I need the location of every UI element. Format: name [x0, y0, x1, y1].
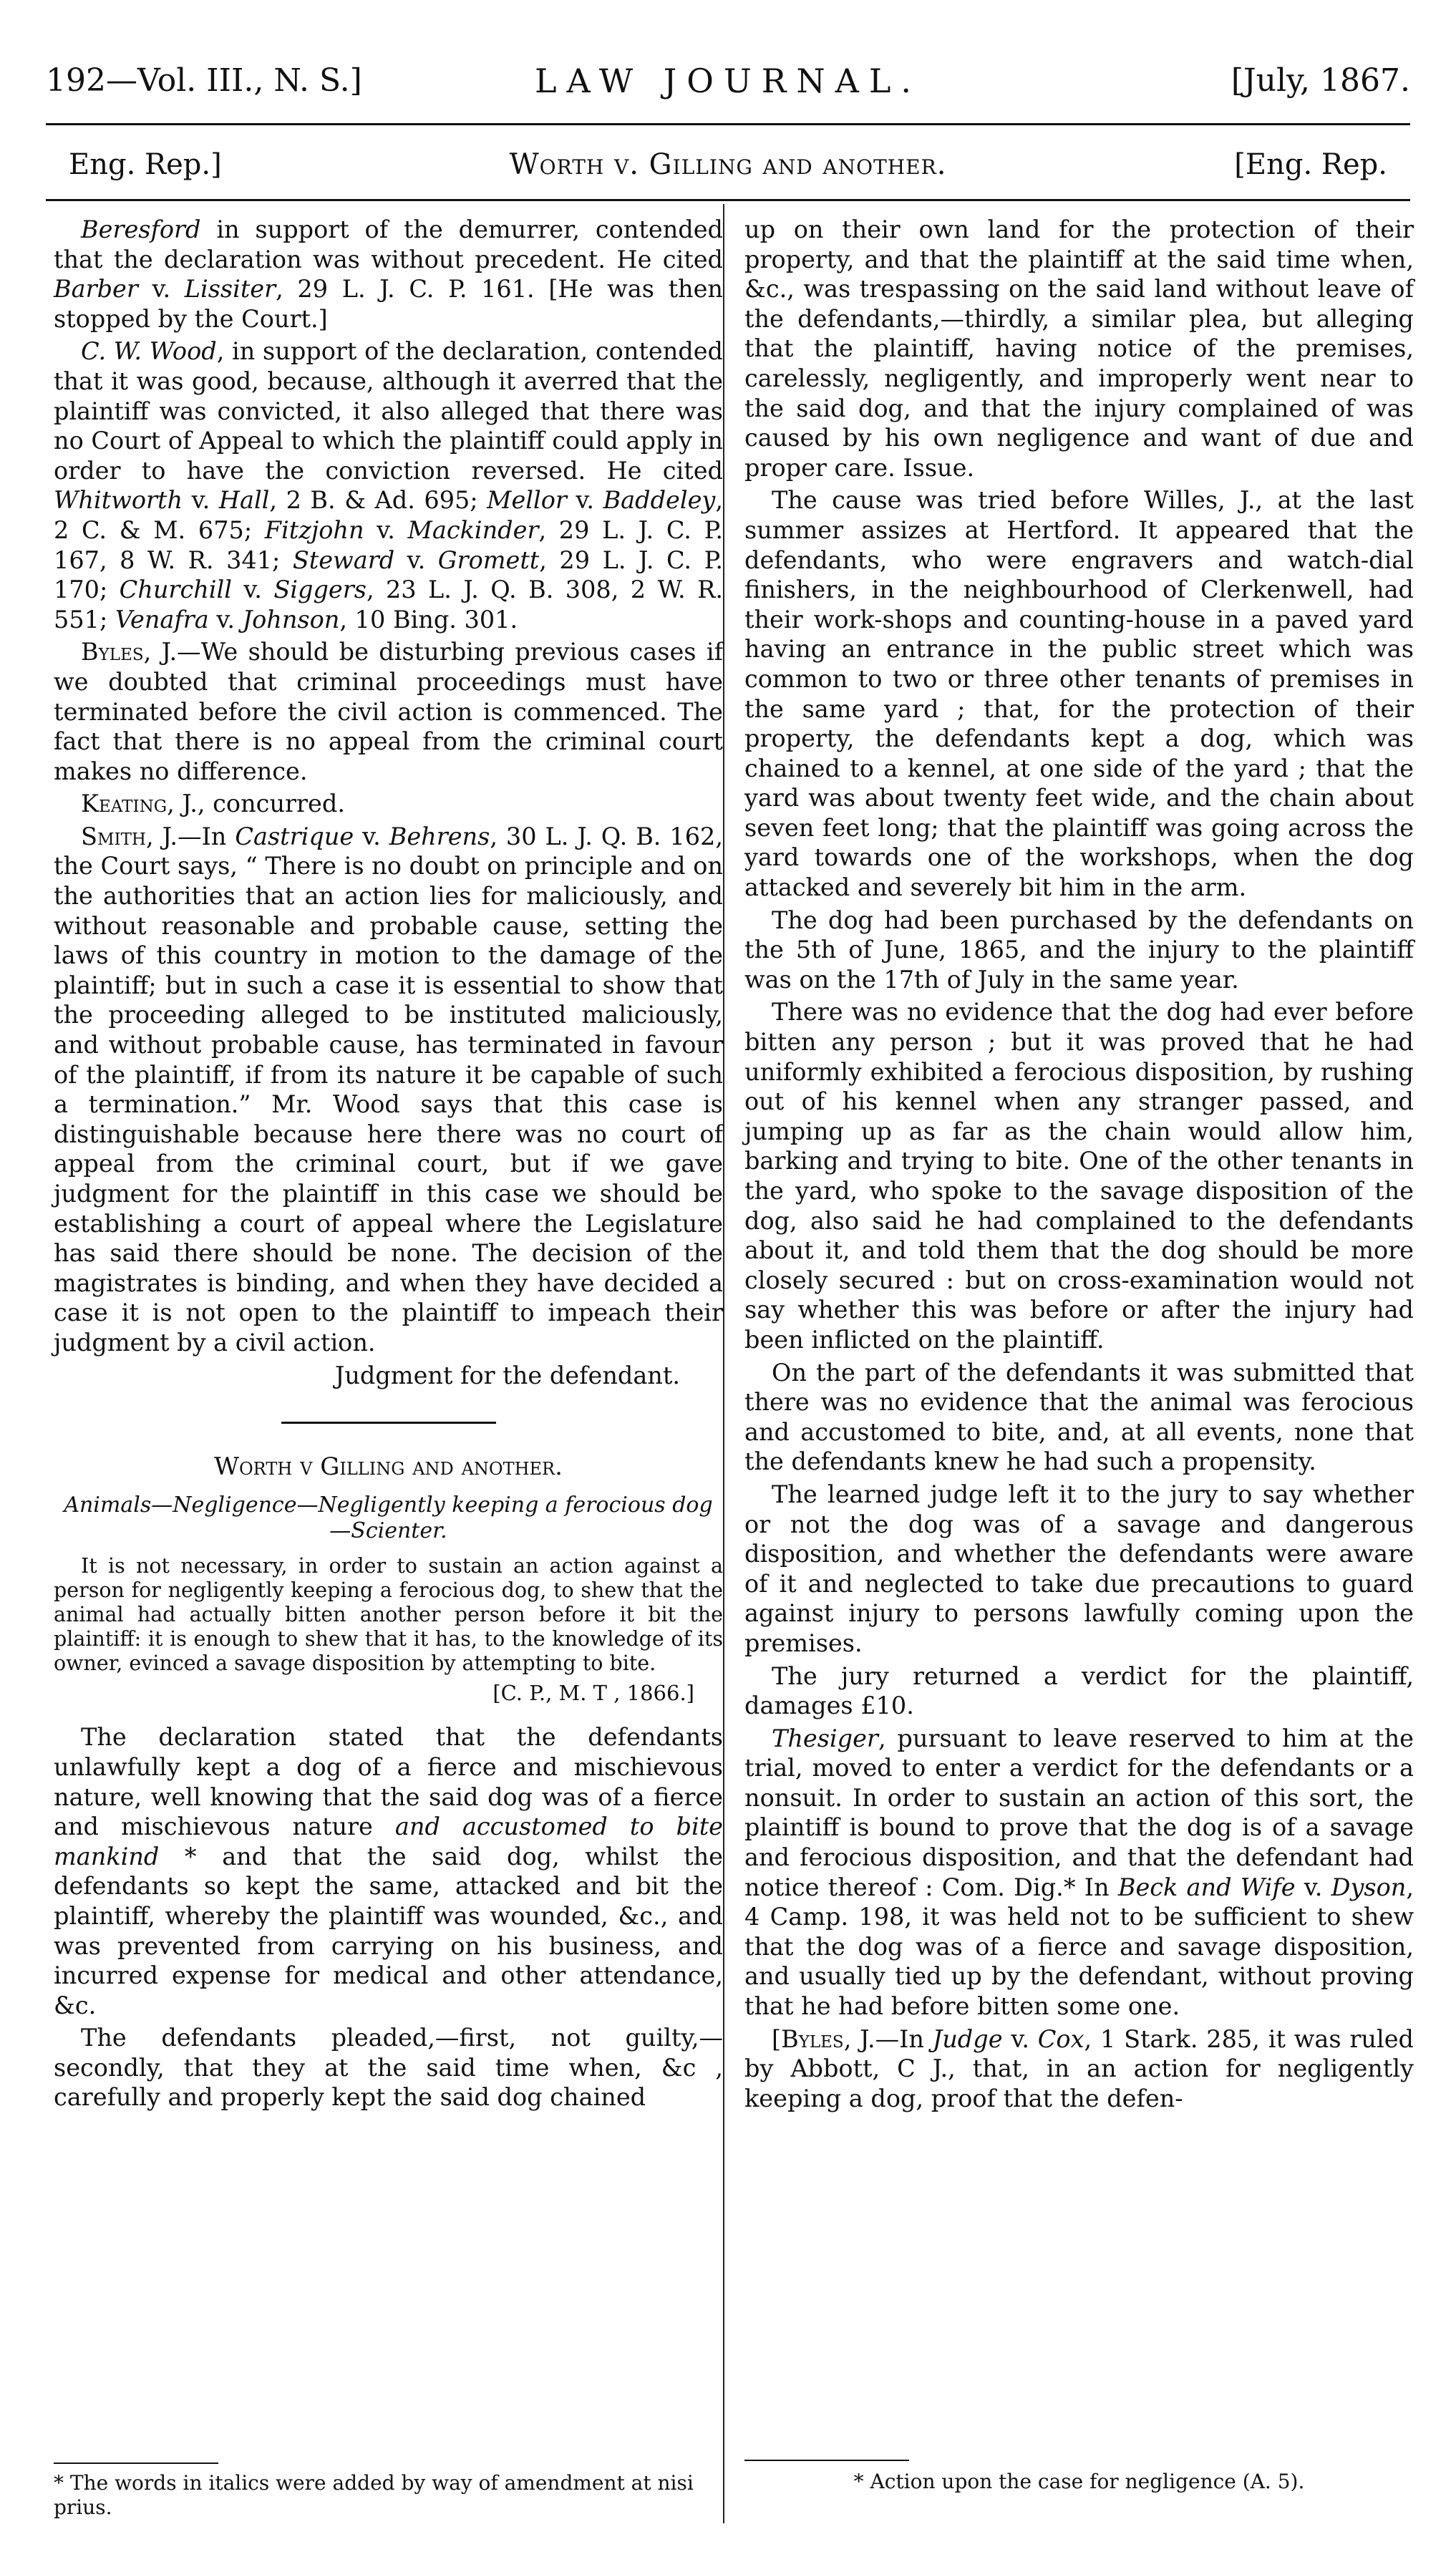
subheader-rule	[46, 199, 1410, 201]
paragraph: The cause was tried before Willes, J., at the last summer assizes at Hertford. It appeared that the defendants, who were engravers and watch-dial finishers, in the neighbourhood of Clerkenwell, had their work-shops and counting-house in a paved yard having an entrance in the public street which was common to two or three other tenants of premises in the same yard ; that, for the protection of their property, the defendants kept a dog, which was chained to a kennel, at one side of the yard ; that the yard was about twenty feet wide, and the chain about seven feet long; that the plaintiff was going across the yard towards one of the workshops, when the dog attacked and severely bit him in the arm.	[744, 486, 1414, 902]
paragraph: up on their own land for the protection of their property, and that the plaintiff at the said time when, &c., was trespassing on the said land without leave of the defendants,—thirdly, a similar plea, but alleging that the plaintiff, having notice of the premises, carelessly, negligently, and improperly went near to the said dog, and that the injury complained of was caused by his own negligence and want of due and proper care. Issue.	[744, 215, 1414, 482]
right-column	[744, 215, 1414, 2113]
section-rule	[281, 1422, 496, 1424]
paragraph: The learned judge left it to the jury to say whether or not the dog was of a savage and dangerous disposition, and whether the defendants were aware of it and neglected to take due precautions to guard against injury to persons lawfully coming upon the premises.	[744, 1480, 1414, 1657]
paragraph: The dog had been purchased by the defendants on the 5th of June, 1865, and the injury to the plaintiff was on the 17th of July in the same year.	[744, 906, 1414, 994]
judgment-line: Judgment for the defendant.	[334, 1361, 680, 1389]
issue-date: [July, 1867.	[1231, 62, 1410, 99]
paragraph: Beresford in support of the demurrer, contended that the declaration was without precedent. He cited Barber v. Lissiter, 29 L. J. C. P. 161. [He was then stopped by the Court.]	[54, 215, 724, 333]
paragraph: There was no evidence that the dog had ever before bitten any person ; but it was proved that he had uniformly exhibited a ferocious disposition, by rushing out of his kennel when any stranger passed, and jumping up as far as the chain would allow him, barking and trying to bite. One of the other tenants in the yard, who spoke to the savage disposition of the dog, also said he had complained to the defendants about it, and told them that the dog should be more closely secured : but on cross-examination would not say whether this was before or after the injury had been inflicted on the plaintiff.	[744, 998, 1414, 1354]
paragraph: Keating, J., concurred.	[81, 790, 345, 818]
left-column	[54, 215, 723, 2112]
footnote-rule	[744, 2460, 909, 2461]
paragraph: [Byles, J.—In Judge v. Cox, 1 Stark. 285, it was ruled by Abbott, C J., that, in an action for negligently keeping a dog, proof that the defen-	[744, 2024, 1414, 2112]
headnote: It is not necessary, in order to sustain an action against a person for negligently keeping a ferocious dog, to shew that the animal had actually bitten another person before it bit the plaintiff: it is enough to shew that it has, to the knowledge of its owner, evinced a savage disposition by attempting to bite.	[54, 1553, 723, 1675]
paragraph: The jury returned a verdict for the plaintiff, damages £10.	[744, 1661, 1414, 1720]
paragraph: The declaration stated that the defendants unlawfully kept a dog of a fierce and mischievous nature, well knowing that the said dog was of a fierce and mischievous nature and accustomed to bite mankind * and that the said dog, whilst the defendants so kept the same, attacked and bit the plaintiff, whereby the plaintiff was wounded, &c., and was prevented from carrying on his business, and incurred expense for medical and other attendance, &c.	[54, 1723, 723, 2019]
case-running-title: Worth v. Gilling and another.	[509, 148, 947, 181]
subheader-left: Eng. Rep.]	[69, 148, 222, 181]
subheader	[69, 143, 1387, 186]
paragraph: The defendants pleaded,—first, not guilty,—secondly, that they at the said time when, &c , carefully and properly kept the said dog chained	[54, 2024, 723, 2112]
paragraph: On the part of the defendants it was submitted that there was no evidence that the animal was ferocious and accustomed to bite, and, at all events, none that the defendants knew he had such a propensity.	[744, 1358, 1414, 1476]
running-head	[46, 56, 1410, 106]
case-title: Worth v Gilling and another.	[214, 1452, 563, 1482]
page-volume: 192—Vol. III., N. S.]	[46, 62, 362, 99]
case-keywords: Animals—Negligence—Negligently keeping a ferocious dog—Scienter.	[64, 1492, 713, 1543]
paragraph: Thesiger, pursuant to leave reserved to him at the trial, moved to enter a verdict for the defendants or a nonsuit. In order to sustain an action of this sort, the plaintiff is bound to prove that the dog is of a savage and ferocious disposition, and that the defendant had notice thereof : Com. Dig.* In Beck and Wife v. Dyson, 4 Camp. 198, it was held not to be sufficient to shew that the dog was of a fierce and savage disposition, and usually tied up by the defendant, without proving that he had before bitten some one.	[744, 1724, 1414, 2021]
footnote: * Action upon the case for negligence (A. 5).	[853, 2470, 1305, 2493]
header-rule	[46, 123, 1410, 125]
paragraph: C. W. Wood, in support of the declaration, contended that it was good, because, although it averred that the plaintiff was convicted, it also alleged that there was no Court of Appeal to which the plaintiff could apply in order to have the conviction reversed. He cited Whitworth v. Hall, 2 B. & Ad. 695; Mellor v. Baddeley, 2 C. & M. 675; Fitzjohn v. Mackinder, 29 L. J. C. P. 167, 8 W. R. 341; Steward v. Gromett, 29 L. J. C. P. 170; Churchill v. Siggers, 23 L. J. Q. B. 308, 2 W. R. 551; Venafra v. Johnson, 10 Bing. 301.	[54, 337, 723, 634]
footnote: * The words in italics were added by way of amendment at nisi prius.	[54, 2471, 694, 2519]
column-divider	[723, 204, 724, 2523]
paragraph: Smith, J.—In Castrique v. Behrens, 30 L. J. Q. B. 162, the Court says, “ There is no doubt on principle and on the authorities that an action lies for maliciously, and without reasonable and probable cause, setting the laws of this country in motion to the damage of the plaintiff; but in such a case it is essential to show that the proceeding alleged to be instituted maliciously, and without probable cause, has terminated in favour of the plaintiff, if from its nature it be capable of such a termination.” Mr. Wood says that this case is distinguishable because here there was no court of appeal from the criminal court, but if we gave judgment for the plaintiff in this case we should be establishing a court of appeal where the Legislature has said there should be none. The decision of the magistrates is binding, and when they have decided a case it is not open to the plaintiff to impeach their judgment by a civil action.	[54, 822, 723, 1357]
paragraph: Byles, J.—We should be disturbing previous cases if we doubted that criminal proceedings must have terminated before the civil action is commenced. The fact that there is no appeal from the criminal court makes no difference.	[54, 638, 723, 785]
subheader-right: [Eng. Rep.	[1234, 148, 1387, 181]
court-citation: [C. P., M. T , 1866.]	[492, 1680, 694, 1705]
journal-title: LAW JOURNAL.	[535, 62, 921, 100]
footnote-rule	[54, 2462, 218, 2464]
